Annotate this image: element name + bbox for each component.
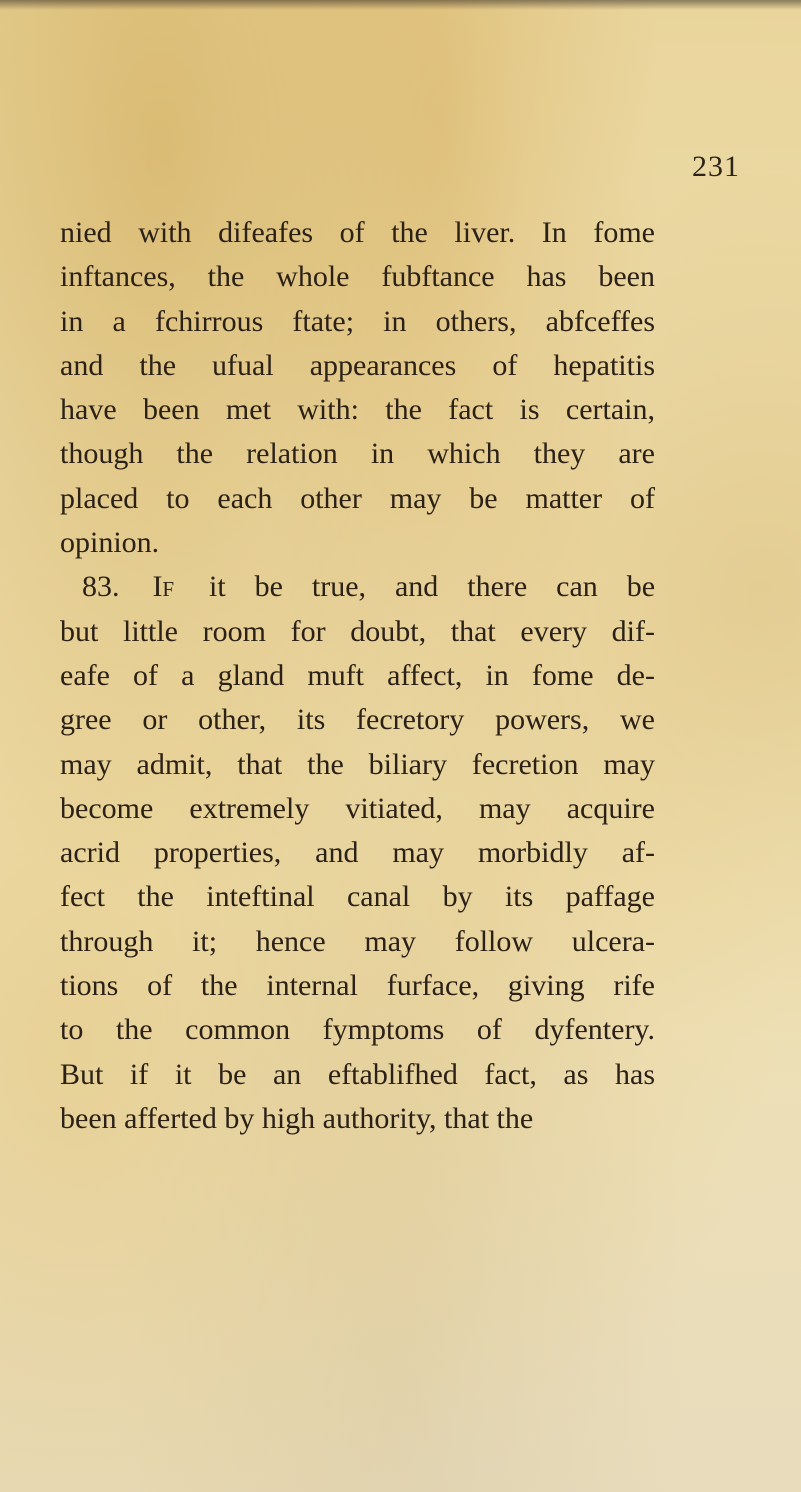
text-line: gree or other, its fecretory powers, we	[60, 703, 655, 737]
paragraph-lead-word: If	[152, 570, 175, 604]
text-line: but little room for doubt, that every dif-	[60, 614, 655, 648]
paragraph-first-line-text: it be true, and there can be	[209, 570, 656, 604]
text-line: though the relation in which they are	[60, 437, 655, 471]
text-line: to the common fymptoms of dyfentery.	[60, 1013, 655, 1047]
paragraph-first-line	[60, 565, 655, 609]
text-line: have been met with: the fact is certain,	[60, 393, 655, 427]
paragraph-number: 83.	[82, 570, 120, 604]
body-text	[60, 211, 655, 1141]
text-line: acrid properties, and may morbidly af-	[60, 836, 655, 870]
text-line: through it; hence may follow ulcera-	[60, 924, 655, 958]
text-line: But if it be an eftablifhed fact, as has	[60, 1057, 655, 1091]
text-line: been afferted by high authority, that the	[60, 1101, 534, 1135]
text-line: tions of the internal furface, giving rife	[60, 969, 655, 1003]
text-line: placed to each other may be matter of	[60, 481, 655, 515]
text-line: may admit, that the biliary fecretion may	[60, 747, 655, 781]
page-number: 231	[692, 150, 740, 183]
text-line: inftances, the whole fubftance has been	[60, 260, 655, 294]
page-edge-shadow	[0, 0, 801, 10]
text-line: opinion.	[60, 526, 160, 560]
text-line: become extremely vitiated, may acquire	[60, 791, 655, 825]
text-line: nied with difeafes of the liver. In fome	[60, 216, 655, 249]
text-line: in a fchirrous ftate; in others, abfceffes	[60, 304, 655, 338]
text-line: eafe of a gland muft affect, in fome de-	[60, 658, 655, 692]
text-line: fect the inteftinal canal by its paffage	[60, 880, 655, 914]
text-line: and the ufual appearances of hepatitis	[60, 348, 655, 382]
